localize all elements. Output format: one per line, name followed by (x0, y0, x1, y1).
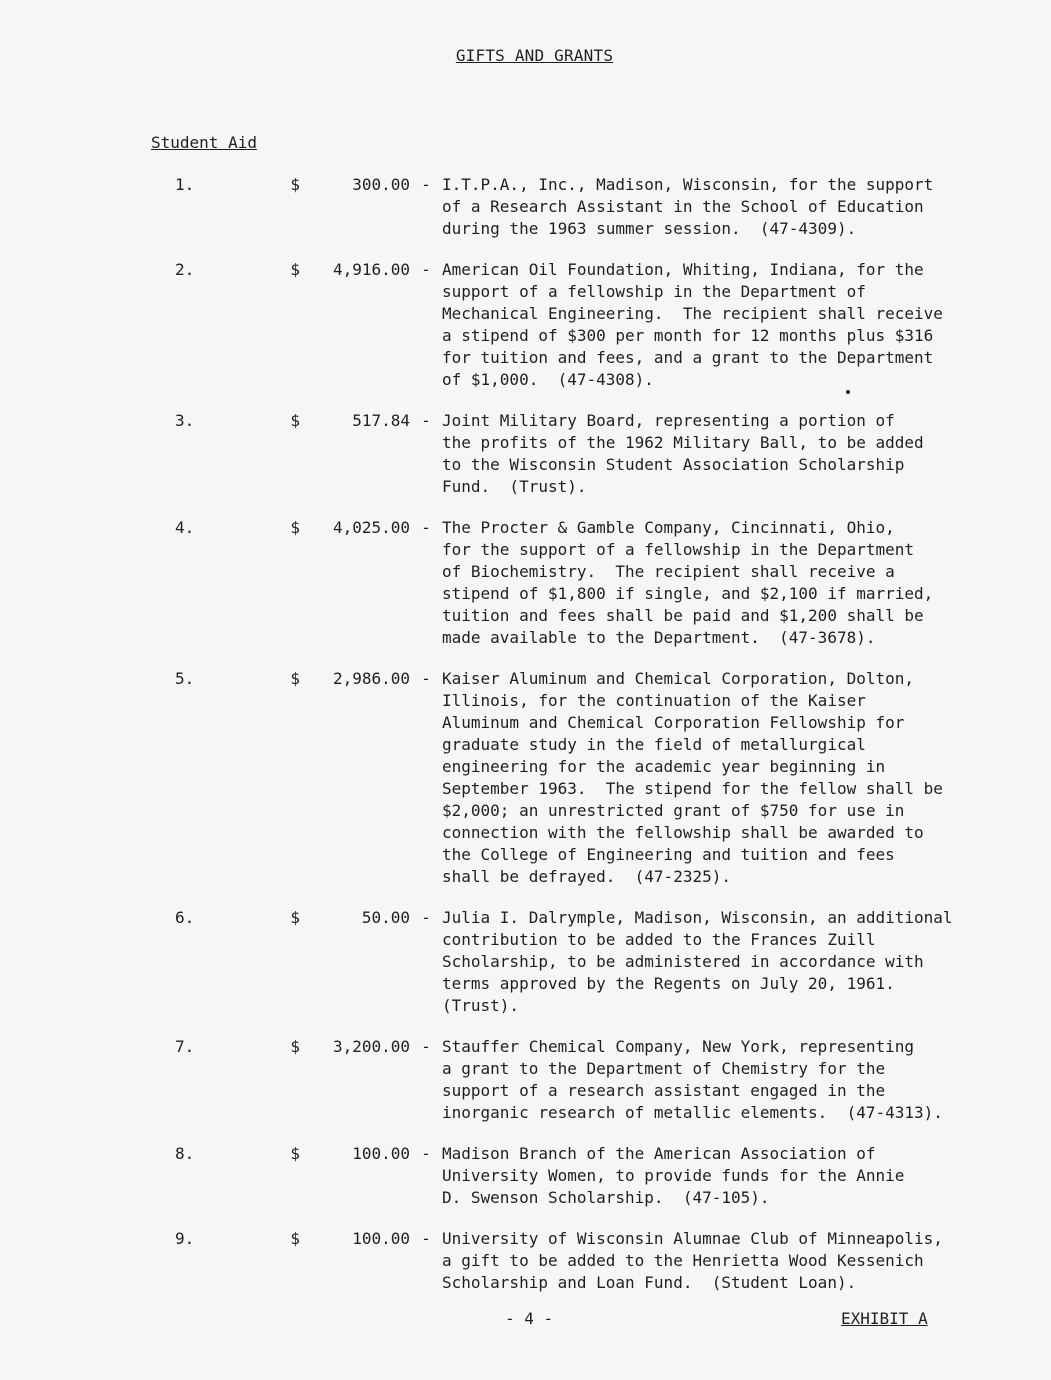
entry-description: Joint Military Board, representing a portion of the profits of the 1962 Military Ball, to be added to the Wisconsin Student Association Scholarship Fund. (Trust). (442, 411, 924, 496)
separator-dash: - (421, 518, 431, 537)
entry-description: American Oil Foundation, Whiting, Indiana, for the support of a fellowship in the Department of Mechanical Engineering. The recipient shall receive a stipend of $300 per month for 12 months plus $316 for tuition and fees, and a grant to the Department of $1,000. (47-4308). (442, 260, 943, 389)
entry-description: Madison Branch of the American Association of University Women, to provide funds for the Annie D. Swenson Scholarship. (47-105). (442, 1144, 905, 1207)
entry-number: 7. (175, 1037, 195, 1056)
separator-dash: - (421, 1037, 431, 1056)
entry-amount: 4,916.00 (332, 260, 410, 279)
separator-dash: - (421, 411, 431, 430)
entry-number: 6. (175, 908, 195, 927)
list-item (0, 410, 1051, 498)
entry-amount: 2,986.00 (332, 669, 410, 688)
separator-dash: - (421, 1144, 431, 1163)
currency-symbol: $ (290, 669, 300, 688)
entry-description: Stauffer Chemical Company, New York, representing a grant to the Department of Chemistry for the support of a research assistant engaged in the inorganic research of metallic elements. (47-4313). (442, 1037, 943, 1122)
currency-symbol: $ (290, 175, 300, 194)
entry-description: Julia I. Dalrymple, Madison, Wisconsin, an additional contribution to be added to the Frances Zuill Scholarship, to be administered in accordance with terms approved by the Regents on July 20, 1961. (Trust). (442, 908, 953, 1015)
separator-dash: - (421, 260, 431, 279)
entry-description: The Procter & Gamble Company, Cincinnati, Ohio, for the support of a fellowship in the Department of Biochemistry. The recipient shall receive a stipend of $1,800 if single, and $2,100 if married, tuition and fees shall be paid and $1,200 shall be made available to the Department. (47-3678). (442, 518, 934, 647)
separator-dash: - (421, 175, 431, 194)
entry-description: University of Wisconsin Alumnae Club of Minneapolis, a gift to be added to the Henrietta Wood Kessenich Scholarship and Loan Fund. (Student Loan). (442, 1229, 943, 1292)
currency-symbol: $ (290, 908, 300, 927)
list-item (0, 517, 1051, 649)
entry-amount: 3,200.00 (332, 1037, 410, 1056)
currency-symbol: $ (290, 411, 300, 430)
entry-amount: 100.00 (352, 1229, 410, 1248)
entry-amount: 300.00 (352, 175, 410, 194)
entry-number: 4. (175, 518, 195, 537)
list-item (0, 907, 1051, 1017)
entry-amount: 517.84 (352, 411, 410, 430)
list-item (0, 1228, 1051, 1294)
currency-symbol: $ (290, 518, 300, 537)
currency-symbol: $ (290, 1144, 300, 1163)
entry-number: 5. (175, 669, 195, 688)
currency-symbol: $ (290, 260, 300, 279)
entry-number: 1. (175, 175, 195, 194)
separator-dash: - (421, 908, 431, 927)
entry-amount: 50.00 (361, 908, 410, 927)
page-number: - 4 - (505, 1309, 554, 1328)
entry-amount: 4,025.00 (332, 518, 410, 537)
page-title: GIFTS AND GRANTS (455, 46, 614, 65)
list-item (0, 1143, 1051, 1209)
entry-amount: 100.00 (352, 1144, 410, 1163)
entry-number: 3. (175, 411, 195, 430)
separator-dash: - (421, 1229, 431, 1248)
entry-number: 2. (175, 260, 195, 279)
entry-description: Kaiser Aluminum and Chemical Corporation, Dolton, Illinois, for the continuation of the Kaiser Aluminum and Chemical Corporation Fellowship for graduate study in the field of metallurgical engineering for the academic year beginning in September 1963. The stipend for the fellow shall be $2,000; an unrestricted grant of $750 for use in connection with the fellowship shall be awarded to the College of Engineering and tuition and fees shall be defrayed. (47-2325). (442, 669, 943, 886)
list-item (0, 174, 1051, 240)
exhibit-label: EXHIBIT A (841, 1309, 928, 1328)
entry-number: 8. (175, 1144, 195, 1163)
list-item (0, 668, 1051, 888)
currency-symbol: $ (290, 1229, 300, 1248)
currency-symbol: $ (290, 1037, 300, 1056)
entry-description: I.T.P.A., Inc., Madison, Wisconsin, for the support of a Research Assistant in the School of Education during the 1963 summer session. (47-4309). (442, 175, 934, 238)
section-heading: Student Aid (151, 133, 257, 152)
entry-number: 9. (175, 1229, 195, 1248)
separator-dash: - (421, 669, 431, 688)
ink-speck (846, 390, 850, 394)
entry-list (0, 174, 1051, 1294)
list-item (0, 259, 1051, 391)
list-item (0, 1036, 1051, 1124)
